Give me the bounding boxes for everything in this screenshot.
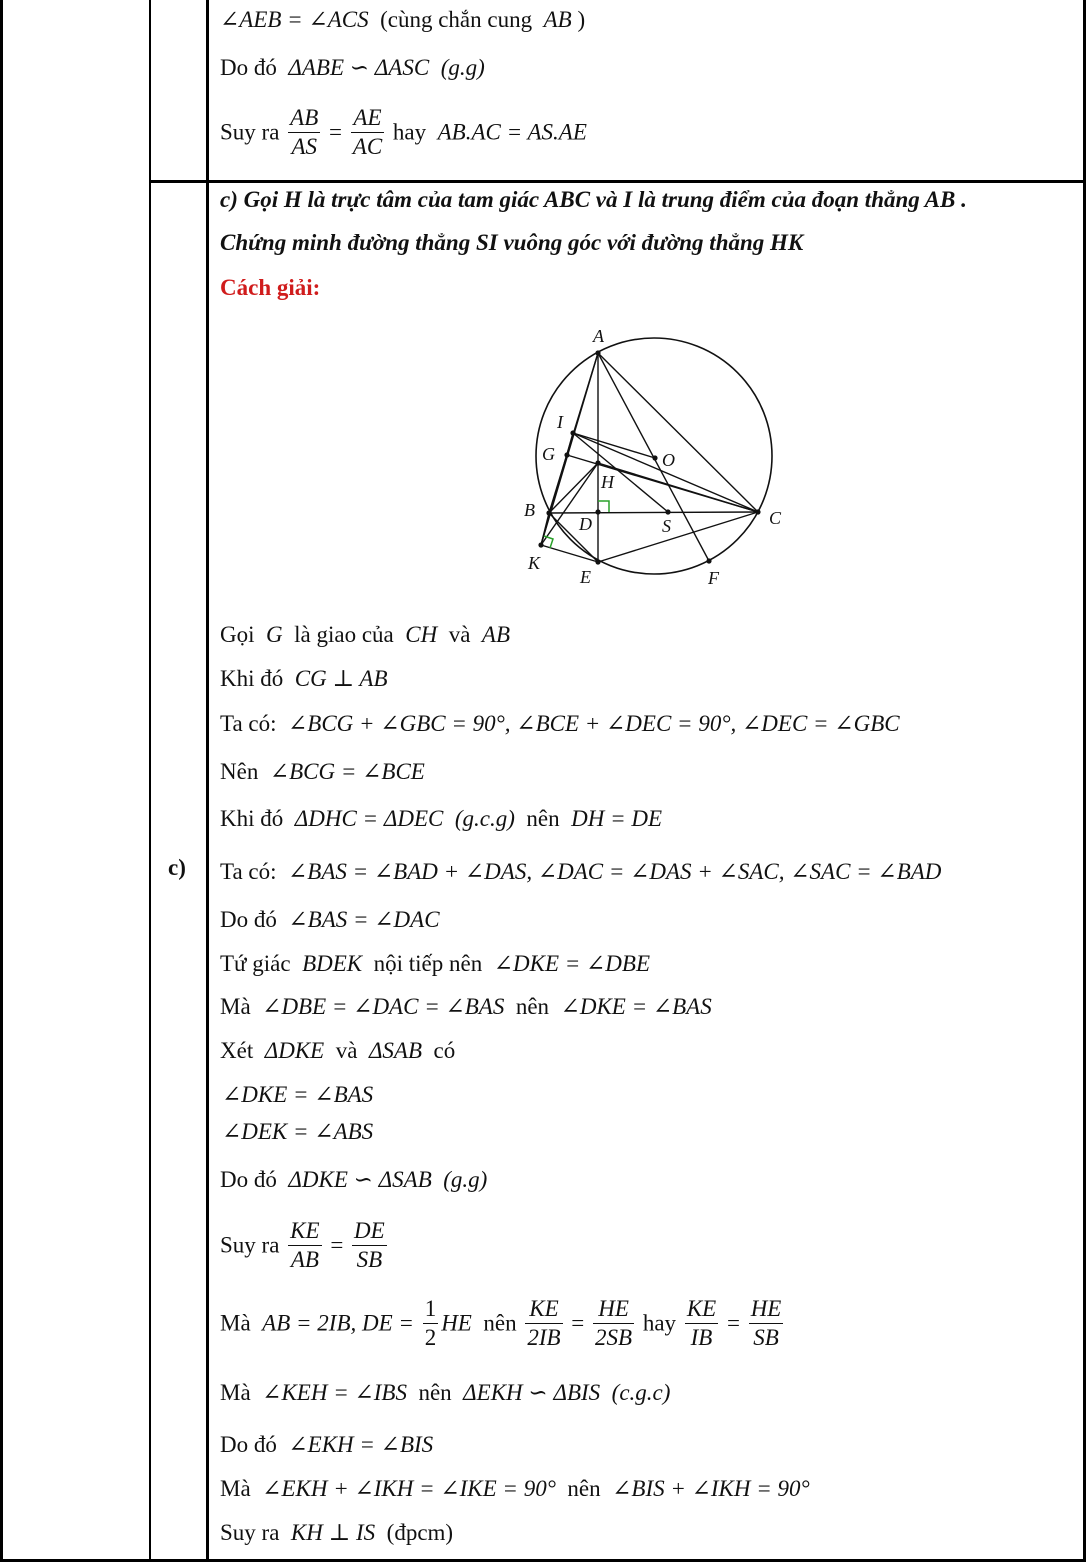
solution-line-10: Xét ΔDKE và ΔSAB có — [220, 1038, 456, 1063]
point-label-G: G — [542, 444, 555, 464]
table-border-left — [0, 0, 3, 1562]
fraction: $\frac{1}{2}$ — [424, 1296, 437, 1350]
fraction: $\frac{HE}{SB}$ — [750, 1296, 782, 1350]
solution-line-16: Mà ∠KEH = ∠IBS nên ΔEKH ∽ ΔBIS (c.g.c) — [220, 1380, 671, 1405]
solution-line-13: Do đó ΔDKE ∽ ΔSAB (g.g) — [220, 1167, 488, 1192]
solution-line-18: Mà ∠EKH + ∠IKH = ∠IKE = 90° nên ∠BIS + ∠IKH = 90° — [220, 1476, 810, 1501]
part-label: c) — [168, 855, 186, 880]
question-line-1: c) Gọi H là trực tâm của tam giác ABC và I là trung điểm của đoạn thẳng AB . — [220, 187, 967, 212]
top-line-2: Do đó ΔABE ∽ ΔASC (g.g) — [220, 55, 485, 80]
row-divider — [149, 180, 1086, 183]
solution-line-2: Khi đó CG ⊥ AB — [220, 666, 388, 691]
solution-line-15: Mà AB = 2IB, DE = $\frac{1}{2}$ HE nên $\frac{KE}{2IB}$ = $\frac{HE}{2SB}$ hay $\frac{KE}{IB}$ = $\frac{HE}{SB}$ — [220, 1296, 782, 1350]
solution-label: Cách giải: — [220, 275, 321, 300]
table-column-divider-1 — [149, 0, 151, 1562]
point-label-K: K — [528, 553, 541, 573]
point-label-H: H — [601, 472, 614, 492]
segment-IS — [573, 433, 668, 512]
solution-line-3: Ta có: ∠BCG + ∠GBC = 90°, ∠BCE + ∠DEC = 90°, ∠DEC = ∠GBC — [220, 711, 900, 736]
solution-line-6: Ta có: ∠BAS = ∠BAD + ∠DAS, ∠DAC = ∠DAS + ∠SAC, ∠SAC = ∠BAD — [220, 859, 942, 884]
point-label-O: O — [662, 450, 675, 470]
segment-EC — [598, 512, 758, 562]
table-border-bottom — [0, 1559, 1086, 1562]
geometry-figure — [505, 318, 805, 593]
top-line-1: ∠AEB = ∠ACS (cùng chắn cung AB ) — [220, 7, 586, 32]
point-label-C: C — [769, 508, 782, 528]
point-label-E: E — [580, 567, 591, 587]
solution-line-5: Khi đó ΔDHC = ΔDEC (g.c.g) nên DH = DE — [220, 806, 662, 831]
solution-line-11: ∠DKE = ∠BAS — [222, 1082, 374, 1107]
question-line-2: Chứng minh đường thẳng SI vuông góc với đường thẳng HK — [220, 230, 804, 255]
fraction: $\frac{KE}{AB}$ — [290, 1218, 320, 1272]
point-label-B: B — [524, 500, 535, 520]
solution-line-17: Do đó ∠EKH = ∠BIS — [220, 1432, 434, 1457]
solution-line-4: Nên ∠BCG = ∠BCE — [220, 759, 425, 784]
solution-line-9: Mà ∠DBE = ∠DAC = ∠BAS nên ∠DKE = ∠BAS — [220, 994, 712, 1019]
point-label-F: F — [708, 568, 719, 588]
point-label-I: I — [557, 412, 563, 432]
fraction: $\frac{HE}{2SB}$ — [595, 1296, 633, 1350]
solution-line-8: Tứ giác BDEK nội tiếp nên ∠DKE = ∠DBE — [220, 951, 651, 976]
segment-BC — [549, 512, 758, 513]
fraction: $\frac{KE}{2IB}$ — [527, 1296, 561, 1350]
point-label-S: S — [662, 516, 671, 536]
point-label-A: A — [593, 326, 604, 346]
solution-line-7: Do đó ∠BAS = ∠DAC — [220, 907, 440, 932]
solution-line-14: Suy ra $\frac{KE}{AB}$ = $\frac{DE}{SB}$ — [220, 1218, 385, 1272]
solution-line-19: Suy ra KH ⊥ IS (đpcm) — [220, 1520, 454, 1545]
fraction: $\frac{KE}{IB}$ — [686, 1296, 717, 1350]
fraction: $\frac{AE}{AC}$ — [352, 105, 383, 159]
solution-line-1: Gọi G là giao của CH và AB — [220, 622, 511, 647]
top-line-3: Suy ra $\frac{AB}{AS}$ = $\frac{AE}{AC}$ hay AB.AC = AS.AE — [220, 105, 587, 159]
table-border-right — [1083, 0, 1086, 1562]
fraction: $\frac{AB}{AS}$ — [290, 105, 319, 159]
solution-line-12: ∠DEK = ∠ABS — [222, 1119, 374, 1144]
point-label-D: D — [579, 514, 592, 534]
fraction: $\frac{DE}{SB}$ — [354, 1218, 385, 1272]
table-column-divider-2 — [206, 0, 209, 1562]
